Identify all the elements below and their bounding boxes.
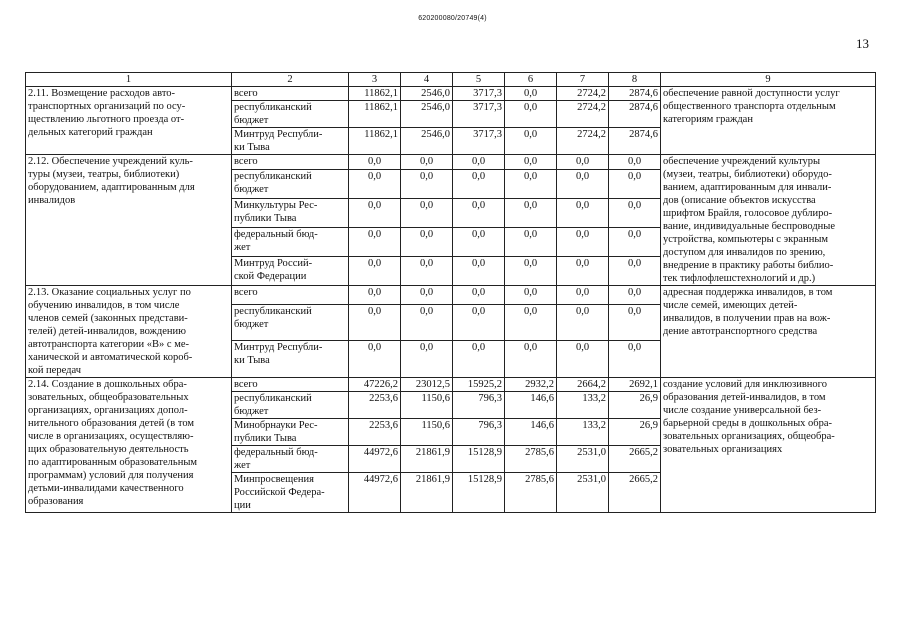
column-number-cell: 2 <box>232 73 349 87</box>
amount-cell: 0,0 <box>401 228 453 257</box>
expected-result-cell: адресная поддержка инвалидов, в том числе семей, имеющих детей- инвалидов, в получении прав на вож- дение автотранспортного средства <box>661 286 876 378</box>
funding-source-cell: Минобрнауки Рес- публики Тыва <box>232 419 349 446</box>
amount-cell: 0,0 <box>401 199 453 228</box>
amount-cell: 2253,6 <box>349 392 401 419</box>
amount-cell: 15925,2 <box>453 378 505 392</box>
amount-cell: 0,0 <box>401 170 453 199</box>
amount-cell: 0,0 <box>453 228 505 257</box>
amount-cell: 0,0 <box>349 341 401 378</box>
amount-cell: 0,0 <box>609 228 661 257</box>
amount-cell: 0,0 <box>609 341 661 378</box>
funding-source-cell: республиканский бюджет <box>232 170 349 199</box>
amount-cell: 0,0 <box>453 155 505 170</box>
amount-cell: 2546,0 <box>401 101 453 128</box>
amount-cell: 0,0 <box>557 228 609 257</box>
amount-cell: 2874,6 <box>609 87 661 101</box>
amount-cell: 0,0 <box>505 87 557 101</box>
funding-source-cell: Минтруд Республи- ки Тыва <box>232 341 349 378</box>
funding-source-cell: федеральный бюд- жет <box>232 228 349 257</box>
program-table <box>25 72 876 513</box>
activity-name-cell: 2.11. Возмещение расходов авто- транспортных организаций по осу- ществлению льготного проезда от- дельных категорий граждан <box>26 87 232 155</box>
amount-cell: 2253,6 <box>349 419 401 446</box>
amount-cell: 0,0 <box>557 304 609 341</box>
funding-source-cell: Минпросвещения Российской Федера- ции <box>232 473 349 513</box>
funding-source-cell: всего <box>232 87 349 101</box>
table-row <box>26 286 876 305</box>
amount-cell: 0,0 <box>557 199 609 228</box>
amount-cell: 2664,2 <box>557 378 609 392</box>
amount-cell: 3717,3 <box>453 128 505 155</box>
funding-source-cell: всего <box>232 155 349 170</box>
amount-cell: 0,0 <box>505 101 557 128</box>
amount-cell: 0,0 <box>609 286 661 305</box>
amount-cell: 0,0 <box>609 304 661 341</box>
funding-source-cell: федеральный бюд- жет <box>232 446 349 473</box>
expected-result-cell: обеспечение равной доступности услуг общественного транспорта отдельным категориям граждан <box>661 87 876 155</box>
amount-cell: 0,0 <box>349 286 401 305</box>
amount-cell: 0,0 <box>453 286 505 305</box>
amount-cell: 0,0 <box>505 128 557 155</box>
amount-cell: 0,0 <box>505 304 557 341</box>
amount-cell: 26,9 <box>609 419 661 446</box>
amount-cell: 2932,2 <box>505 378 557 392</box>
amount-cell: 0,0 <box>401 286 453 305</box>
column-number-cell: 7 <box>557 73 609 87</box>
amount-cell: 15128,9 <box>453 446 505 473</box>
amount-cell: 44972,6 <box>349 446 401 473</box>
amount-cell: 2692,1 <box>609 378 661 392</box>
amount-cell: 2531,0 <box>557 446 609 473</box>
funding-source-cell: Минтруд Республи- ки Тыва <box>232 128 349 155</box>
amount-cell: 0,0 <box>609 170 661 199</box>
amount-cell: 0,0 <box>349 155 401 170</box>
amount-cell: 2724,2 <box>557 87 609 101</box>
amount-cell: 11862,1 <box>349 128 401 155</box>
amount-cell: 133,2 <box>557 419 609 446</box>
amount-cell: 23012,5 <box>401 378 453 392</box>
amount-cell: 0,0 <box>349 170 401 199</box>
amount-cell: 0,0 <box>557 170 609 199</box>
amount-cell: 796,3 <box>453 419 505 446</box>
amount-cell: 0,0 <box>505 199 557 228</box>
amount-cell: 2874,6 <box>609 101 661 128</box>
column-number-cell: 5 <box>453 73 505 87</box>
funding-source-cell: республиканский бюджет <box>232 304 349 341</box>
amount-cell: 0,0 <box>609 256 661 285</box>
amount-cell: 146,6 <box>505 419 557 446</box>
amount-cell: 2785,6 <box>505 473 557 513</box>
amount-cell: 21861,9 <box>401 446 453 473</box>
amount-cell: 2874,6 <box>609 128 661 155</box>
amount-cell: 0,0 <box>609 155 661 170</box>
column-number-cell: 9 <box>661 73 876 87</box>
amount-cell: 11862,1 <box>349 87 401 101</box>
amount-cell: 0,0 <box>401 256 453 285</box>
amount-cell: 1150,6 <box>401 392 453 419</box>
document-id: 620200080/20749(4) <box>418 15 487 22</box>
column-number-cell: 3 <box>349 73 401 87</box>
amount-cell: 0,0 <box>401 304 453 341</box>
amount-cell: 26,9 <box>609 392 661 419</box>
amount-cell: 0,0 <box>453 256 505 285</box>
column-number-row <box>26 73 876 87</box>
amount-cell: 796,3 <box>453 392 505 419</box>
funding-source-cell: республиканский бюджет <box>232 392 349 419</box>
amount-cell: 0,0 <box>453 341 505 378</box>
amount-cell: 2665,2 <box>609 473 661 513</box>
amount-cell: 2724,2 <box>557 101 609 128</box>
amount-cell: 0,0 <box>505 286 557 305</box>
amount-cell: 0,0 <box>401 155 453 170</box>
page-number: 13 <box>856 36 869 51</box>
expected-result-cell: обеспечение учреждений культуры (музеи, театры, библиотеки) оборудо- ванием, адаптированным для инвали- дов (описание объектов искусства шрифтом Брайля, голосовое дублиро- вание, индивидуальные беспроводные устройства, компьютеры с экранным доступом для инвалидов по зрению, внедрение в практику работы библио- тек тифлофлешстехнологий и др.) <box>661 155 876 286</box>
amount-cell: 2531,0 <box>557 473 609 513</box>
amount-cell: 21861,9 <box>401 473 453 513</box>
amount-cell: 0,0 <box>349 199 401 228</box>
amount-cell: 0,0 <box>349 256 401 285</box>
activity-name-cell: 2.12. Обеспечение учреждений куль- туры (музеи, театры, библиотеки) оборудованием, адаптированным для инвалидов <box>26 155 232 286</box>
activity-name-cell: 2.13. Оказание социальных услуг по обучению инвалидов, в том числе членов семей (законных представи- телей) детей-инвалидов, вождению автотранспорта категории «В» с ме- ханической и автоматической короб- кой передач <box>26 286 232 378</box>
funding-source-cell: Минтруд Россий- ской Федерации <box>232 256 349 285</box>
column-number-cell: 1 <box>26 73 232 87</box>
funding-source-cell: республиканский бюджет <box>232 101 349 128</box>
amount-cell: 0,0 <box>505 155 557 170</box>
amount-cell: 3717,3 <box>453 87 505 101</box>
amount-cell: 2665,2 <box>609 446 661 473</box>
amount-cell: 0,0 <box>453 199 505 228</box>
table-header <box>26 73 876 87</box>
amount-cell: 0,0 <box>505 228 557 257</box>
funding-source-cell: Минкультуры Рес- публики Тыва <box>232 199 349 228</box>
amount-cell: 2546,0 <box>401 128 453 155</box>
amount-cell: 2546,0 <box>401 87 453 101</box>
amount-cell: 1150,6 <box>401 419 453 446</box>
activity-name-cell: 2.14. Создание в дошкольных обра- зовательных, общеобразовательных организациях, организациях допол- нительного образования детей (в том числе в организациях, осуществляю- щих образовательную деятельность по адаптированным образовательным программам) условий для получения детьми-инвалидами качественного образования <box>26 378 232 513</box>
amount-cell: 44972,6 <box>349 473 401 513</box>
amount-cell: 0,0 <box>349 304 401 341</box>
amount-cell: 11862,1 <box>349 101 401 128</box>
amount-cell: 146,6 <box>505 392 557 419</box>
amount-cell: 133,2 <box>557 392 609 419</box>
amount-cell: 47226,2 <box>349 378 401 392</box>
column-number-cell: 4 <box>401 73 453 87</box>
amount-cell: 0,0 <box>453 170 505 199</box>
amount-cell: 0,0 <box>349 228 401 257</box>
amount-cell: 0,0 <box>505 170 557 199</box>
amount-cell: 0,0 <box>557 155 609 170</box>
amount-cell: 0,0 <box>505 256 557 285</box>
amount-cell: 0,0 <box>557 256 609 285</box>
table-body <box>26 87 876 513</box>
table-row <box>26 155 876 170</box>
column-number-cell: 8 <box>609 73 661 87</box>
funding-source-cell: всего <box>232 286 349 305</box>
amount-cell: 15128,9 <box>453 473 505 513</box>
amount-cell: 2785,6 <box>505 446 557 473</box>
amount-cell: 0,0 <box>609 199 661 228</box>
funding-source-cell: всего <box>232 378 349 392</box>
table-row <box>26 87 876 101</box>
amount-cell: 0,0 <box>557 286 609 305</box>
amount-cell: 0,0 <box>557 341 609 378</box>
amount-cell: 0,0 <box>453 304 505 341</box>
expected-result-cell: создание условий для инклюзивного образования детей-инвалидов, в том числе создание универсальной без- барьерной среды в дошкольных обра- зовательных организациях, общеобра- зовательных организациях <box>661 378 876 513</box>
amount-cell: 0,0 <box>505 341 557 378</box>
amount-cell: 0,0 <box>401 341 453 378</box>
amount-cell: 2724,2 <box>557 128 609 155</box>
amount-cell: 3717,3 <box>453 101 505 128</box>
column-number-cell: 6 <box>505 73 557 87</box>
table-row <box>26 378 876 392</box>
